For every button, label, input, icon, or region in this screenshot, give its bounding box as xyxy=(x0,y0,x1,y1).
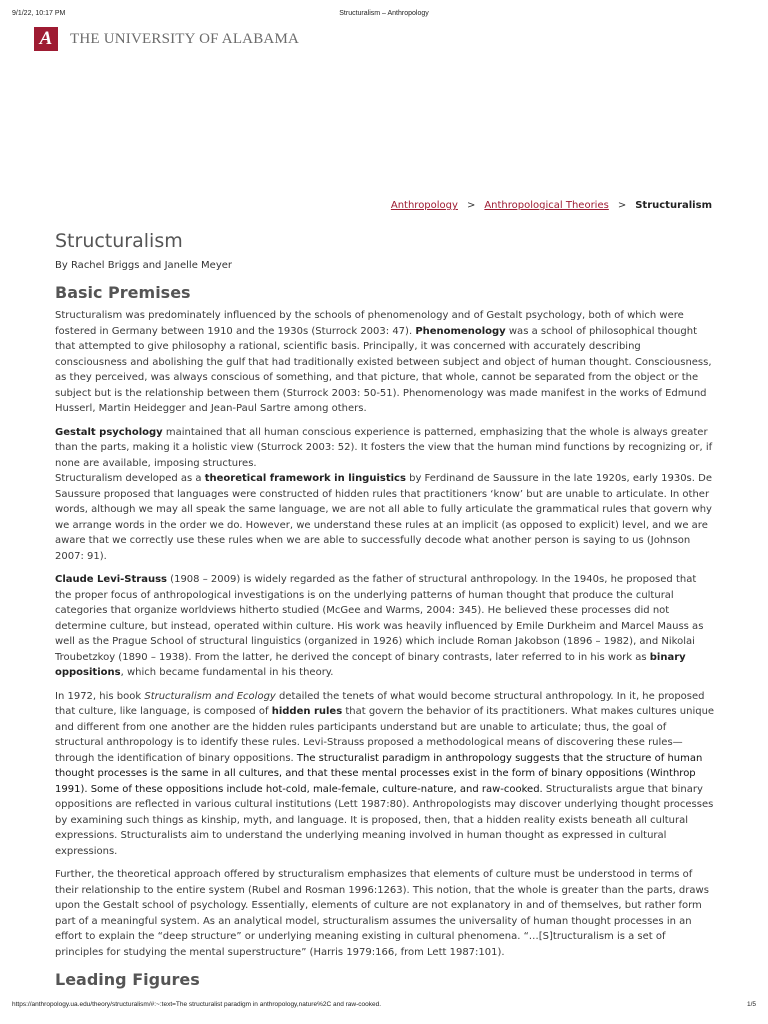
byline: By Rachel Briggs and Janelle Meyer xyxy=(55,260,233,271)
paragraph: In 1972, his book Structuralism and Ecology detailed the tenets of what would become structural anthropology. In it, he proposed that culture, like language, is composed of hidden rules that govern the behavior of its practitioners. What makes cultures unique and different from one another are the hidden rules participants understand but are unable to articulate; thus, the goal of structural anthropology is to identify these rules. Levi-Strauss proposed a methodological means of discovering these rules—through the identification of binary oppositions. The structuralist paradigm in anthropology suggests that the structure of human thought processes is the same in all cultures, and that these mental processes exist in the form of binary oppositions (Winthrop 1991). Some of these oppositions include hot-cold, male-female, culture-nature, and raw-cooked. Structuralists argue that binary oppositions are reflected in various cultural institutions (Lett 1987:80). Anthropologists may discover underlying thought processes by examining such things as kinship, myth, and language. It is proposed, then, that a hidden reality exists beneath all cultural expressions. Structuralists aim to understand the underlying meaning involved in human thought as expressed in cultural expressions. xyxy=(55,690,715,857)
site-name: THE UNIVERSITY OF ALABAMA xyxy=(70,30,300,47)
print-page-number: 1/5 xyxy=(746,1001,756,1008)
site-logo[interactable] xyxy=(34,27,299,51)
print-datetime: 9/1/22, 10:17 PM xyxy=(12,10,66,17)
university-logo-icon: A xyxy=(34,27,58,51)
breadcrumb-link-anthropology[interactable]: Anthropology xyxy=(390,200,458,211)
breadcrumb-link-anthropological-theories[interactable]: Anthropological Theories xyxy=(484,200,609,211)
highlighted-text: The structuralist paradigm in anthropology suggests that the structure of human thought processes is the same in all cultures, and that these mental processes exist in the form of binary oppositions (Winthrop 1991). Some of these oppositions include hot-cold, male-female, culture-nature, and raw-cooked. xyxy=(55,752,703,795)
section-heading-basic-premises: Basic Premises xyxy=(55,283,191,302)
section-heading-leading-figures: Leading Figures xyxy=(55,970,200,989)
breadcrumb-current: Structuralism xyxy=(635,200,712,211)
breadcrumb-separator: > xyxy=(466,200,476,211)
breadcrumb xyxy=(391,200,712,211)
page-title: Structuralism xyxy=(55,230,183,252)
paragraph: Gestalt psychology maintained that all human conscious experience is patterned, emphasizing that the whole is always greater than the parts, making it a holistic view (Sturrock 2003: 52). It fosters the view that the human mind functions by recognizing or, if none are available, imposing structures. Structuralism developed as a theoretical framework in linguistics by Ferdinand de Saussure in the late 1920s, early 1930s. De Saussure proposed that languages were constructed of hidden rules that practitioners ‘know’ but are unable to articulate. In other words, although we may all speak the same language, we are not all able to fully articulate the grammatical rules that govern why we arrange words in the order we do. However, we understand these rules at an implicit (as opposed to explicit) level, and we are aware that we correctly use these rules when we are able to successfully decode what another person is saying to us (Johnson 2007: 91). xyxy=(55,426,713,562)
paragraph: Claude Levi-Strauss (1908 – 2009) is widely regarded as the father of structural anthropology. In the 1940s, he proposed that the proper focus of anthropological investigations is on the underlying patterns of human thought that produce the cultural categories that organize worldviews hitherto studied (McGee and Warms, 2004: 345). He believed these processes did not determine culture, but instead, operated within culture. His work was heavily influenced by Emile Durkheim and Marcel Mauss as well as the Prague School of structural linguistics (organized in 1926) which include Roman Jakobson (1896 – 1982), and Nikolai Troubetzkoy (1890 – 1938). From the latter, he derived the concept of binary contrasts, later referred to in his work as binary oppositions, which became fundamental in his theory. xyxy=(55,574,704,678)
print-url: https://anthropology.ua.edu/theory/structuralism/#:~:text=The structuralist paradigm in anthropology,nature%2C and raw-cooked. xyxy=(12,1001,382,1008)
paragraph: Structuralism was predominately influenced by the schools of phenomenology and of Gestalt psychology, both of which were fostered in Germany between 1910 and the 1930s (Sturrock 2003: 47). Phenomenology was a school of philosophical thought that attempted to give philosophy a rational, scientific basis. Principally, it was concerned with accurately describing consciousness and abolishing the gulf that had traditionally existed between subject and object of human thought. Consciousness, as they perceived, was always conscious of something, and that picture, that whole, cannot be separated from the object or the subject but is the relationship between them (Sturrock 2003: 50-51). Phenomenology was made manifest in the works of Edmund Husserl, Martin Heidegger and Jean-Paul Sartre among others. xyxy=(55,310,712,414)
print-page-title: Structuralism – Anthropology xyxy=(339,10,429,17)
breadcrumb-separator: > xyxy=(617,200,627,211)
article-content xyxy=(55,228,715,995)
paragraph: Further, the theoretical approach offered by structuralism emphasizes that elements of culture must be understood in terms of their relationship to the entire system (Rubel and Rosman 1996:1263). This notion, that the whole is greater than the parts, draws upon the Gestalt school of psychology. Essentially, elements of culture are not explanatory in and of themselves, but rather form part of a meaningful system. As an analytical model, structuralism assumes the universality of human thought processes in an effort to explain the “deep structure” or underlying meaning existing in cultural phenomena. “…[S]tructuralism is a set of principles for studying the mental superstructure” (Harris 1979:166, from Lett 1987:101). xyxy=(55,869,709,958)
